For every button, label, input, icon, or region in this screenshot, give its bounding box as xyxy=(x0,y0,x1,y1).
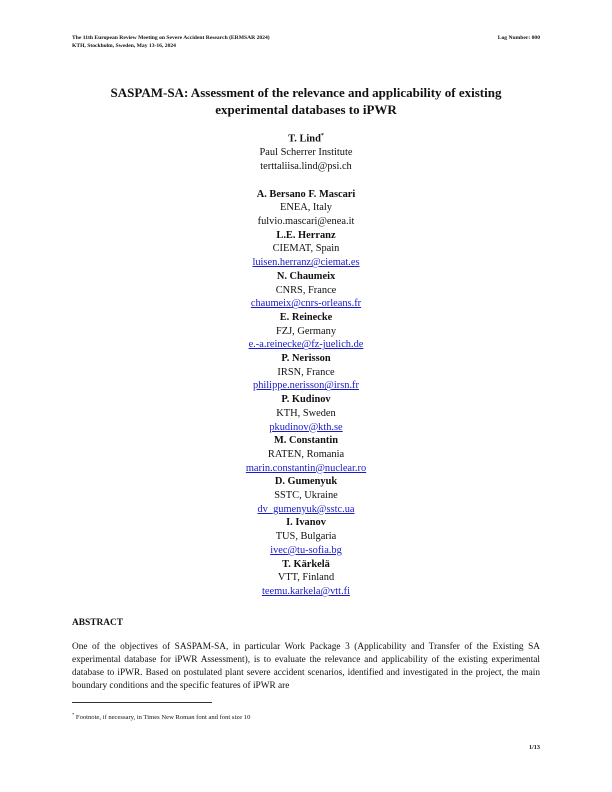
author-name: D. Gumenyuk xyxy=(274,476,338,488)
author-name: T. Lind* xyxy=(288,133,324,145)
author-block xyxy=(106,188,506,229)
author-affiliation: SSTC, Ukraine xyxy=(274,490,338,502)
title-line-2: experimental databases to iPWR xyxy=(215,102,397,117)
footnote-divider xyxy=(72,702,212,703)
author-block xyxy=(106,516,506,557)
author-email[interactable]: philippe.nerisson@irsn.fr xyxy=(253,380,359,392)
author-block xyxy=(106,229,506,270)
author-name: T. Kärkelä xyxy=(282,558,330,570)
author-name: L.E. Herranz xyxy=(276,229,336,241)
author-email[interactable]: ivec@tu-sofia.bg xyxy=(270,544,342,556)
author-email[interactable]: e.-a.reinecke@fz-juelich.de xyxy=(248,339,364,351)
author-name: E. Reinecke xyxy=(279,311,333,323)
log-number: Log Number: 000 xyxy=(497,35,540,41)
author-affiliation: IRSN, France xyxy=(277,366,335,378)
author-name: A. Bersano F. Mascari xyxy=(256,188,356,200)
author-block xyxy=(106,270,506,311)
paper-title xyxy=(60,84,552,118)
author-block xyxy=(106,311,506,352)
author-name: N. Chaumeix xyxy=(276,270,336,282)
title-line-1: SASPAM-SA: Assessment of the relevance and applicability of existing xyxy=(110,85,502,100)
author-affiliation: Paul Scherrer Institute xyxy=(259,147,353,159)
author-email[interactable]: luisen.herranz@ciemat.es xyxy=(252,257,360,269)
page-number: 1/13 xyxy=(528,744,540,751)
author-block xyxy=(106,393,506,434)
author-affiliation: VTT, Finland xyxy=(277,572,335,584)
author-affiliation: RATEN, Romania xyxy=(267,448,345,460)
footnote-marker: * xyxy=(72,712,75,717)
author-block xyxy=(106,434,506,475)
author-affiliation: FZJ, Germany xyxy=(275,325,337,337)
conference-info xyxy=(72,34,270,50)
author-affiliation: TUS, Bulgaria xyxy=(275,531,337,543)
author-email[interactable]: chaumeix@cnrs-orleans.fr xyxy=(250,298,362,310)
footnote-text: Footnote, if necessary, in Times New Roman font and font size 10 xyxy=(75,714,251,722)
author-block xyxy=(106,475,506,516)
author-block xyxy=(106,130,506,174)
running-header xyxy=(72,34,540,58)
author-email[interactable]: teemu.karkela@vtt.fi xyxy=(261,585,351,597)
author-email: fulvio.mascari@enea.it xyxy=(257,215,355,227)
author-name: M. Constantin xyxy=(273,435,339,447)
abstract-text: One of the objectives of SASPAM-SA, in particular Work Package 3 (Applicability and Transfer of the Existing SA experimental database for iPWR Assessment), is to evaluate the relevance and applicability of the existing experimental database to iPWR. Based on postulated plant severe accident scenarios, identified and investigated in the project, the main boundary conditions and the specific features of iPWR are xyxy=(72,642,540,691)
co-author-list xyxy=(106,188,506,599)
author-block xyxy=(106,558,506,599)
conference-line-2: KTH, Stockholm, Sweden, May 13-16, 2024 xyxy=(72,43,176,49)
author-block xyxy=(106,352,506,393)
author-affiliation: CNRS, France xyxy=(275,284,337,296)
author-name: I. Ivanov xyxy=(286,517,326,529)
author-list xyxy=(106,130,506,599)
author-affiliation: KTH, Sweden xyxy=(276,407,336,419)
conference-line-1: The 11th European Review Meeting on Severe Accident Research (ERMSAR 2024) xyxy=(72,35,270,41)
author-email: terttaliisa.lind@psi.ch xyxy=(260,160,352,172)
footnote-marker: * xyxy=(320,133,324,139)
author-email[interactable]: pkudinov@kth.se xyxy=(269,421,343,433)
author-name: P. Kudinov xyxy=(281,394,331,406)
author-email[interactable]: marin.constantin@nuclear.ro xyxy=(245,462,367,474)
author-name: P. Nerisson xyxy=(281,353,331,365)
footnote xyxy=(72,710,542,722)
author-affiliation: ENEA, Italy xyxy=(280,202,332,214)
author-affiliation: CIEMAT, Spain xyxy=(272,243,340,255)
abstract-heading: ABSTRACT xyxy=(72,618,124,628)
author-email[interactable]: dv_gumenyuk@sstc.ua xyxy=(257,503,355,515)
